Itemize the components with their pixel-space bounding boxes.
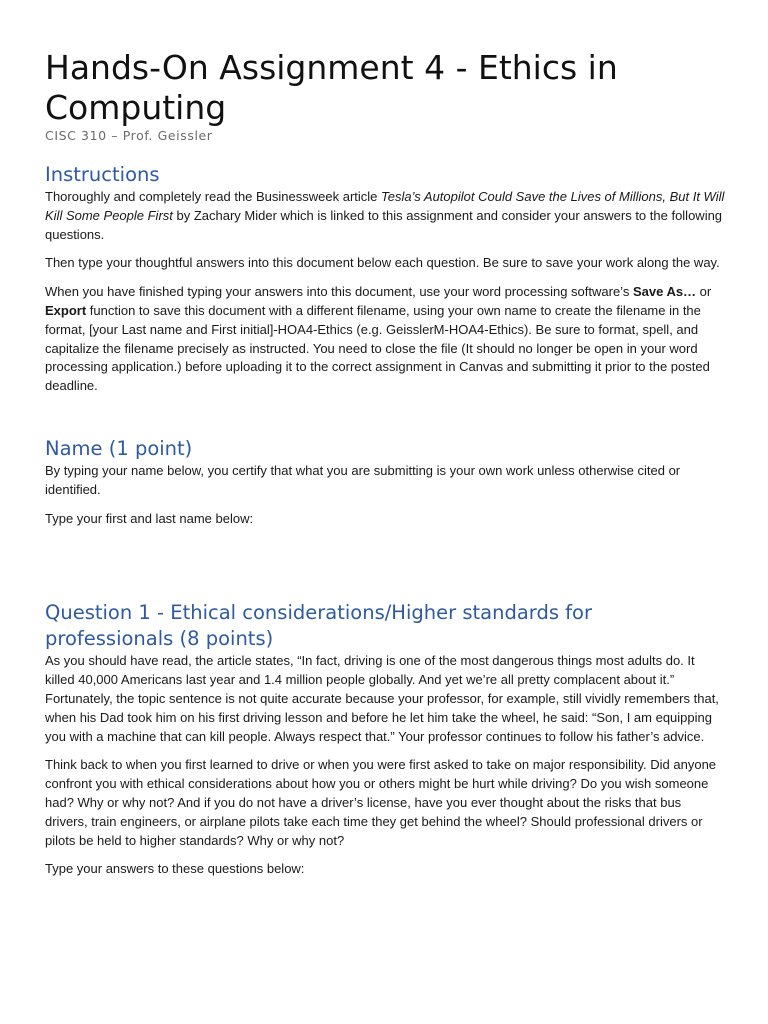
question-1-paragraph-1: As you should have read, the article states, “In fact, driving is one of the most dangerous things most adults do. It killed 40,000 Americans last year and 1.4 million people globally. And yet we’re all pretty complacent about it.” Fortunately, the topic sentence is not quite accurate because your professor, for example, still vividly remembers that, when his Dad took him on his first driving lesson and before he let him take the wheel, he said: “Son, I am equipping you with a machine that can kill people. Always respect that.” Your professor continues to follow his father’s advice. (45, 653, 719, 744)
document-body (45, 48, 725, 889)
export-term: Export (45, 302, 87, 318)
instructions-p1-rest: by Zachary Mider which is linked to this assignment and consider your answers to the following questions. (45, 207, 723, 242)
question-1-heading: Question 1 - Ethical considerations/Higher standards for professionals (8 points) (45, 601, 592, 651)
instructions-paragraph-1 (45, 188, 725, 244)
instructions-heading: Instructions (45, 163, 160, 186)
save-as-term: Save As… (632, 284, 697, 300)
instructions-p3-or: or (696, 284, 712, 300)
name-paragraph-1: By typing your name below, you certify that what you are submitting is your own work unless otherwise cited or identified. (45, 462, 681, 497)
name-heading: Name (1 point) (45, 436, 193, 460)
instructions-paragraph-3 (45, 283, 725, 396)
instructions-paragraph-2: Then type your thoughtful answers into this document below each question. Be sure to save your work along the way. (45, 255, 720, 271)
instructions-p3-intro: When you have finished typing your answers into this document, use your word processing software’s (45, 284, 633, 300)
name-paragraph-2: Type your first and last name below: (45, 510, 254, 526)
article-title: Tesla’s Autopilot Could Save the Lives of Millions, But It Will Kill Some People First (45, 189, 725, 223)
document-subtitle: CISC 310 – Prof. Geissler (45, 128, 213, 143)
instructions-p3-rest: function to save this document with a different filename, using your own name to create the filename in the format, [your Last name and First initial]-HOA4-Ethics (e.g. GeisslerM-HOA4-Ethics). Be sure to format, spell, and capitalize the filename precisely as instructed. You need to close the file (It should no longer be open in your word processing application.) before uploading it to the correct assignment in Canvas and submitting it prior to the posted deadline. (45, 302, 710, 394)
instructions-p1-intro: Thoroughly and completely read the Businessweek article (45, 189, 382, 204)
question-1-paragraph-2: Think back to when you first learned to drive or when you were first asked to take on major responsibility. Did anyone confront you with ethical considerations about how you or others might be hurt while driving? Do you wish someone had? Why or why not? And if you do not have a driver’s license, have you ever thought about the risks that bus drivers, train engineers, or airplane pilots take each time they get behind the wheel? Should professional drivers or pilots be held to higher standards? Why or why not? (45, 757, 717, 848)
question-1-paragraph-3: Type your answers to these questions below: (45, 861, 305, 877)
document-title: Hands-On Assignment 4 - Ethics in Computing (45, 48, 618, 127)
